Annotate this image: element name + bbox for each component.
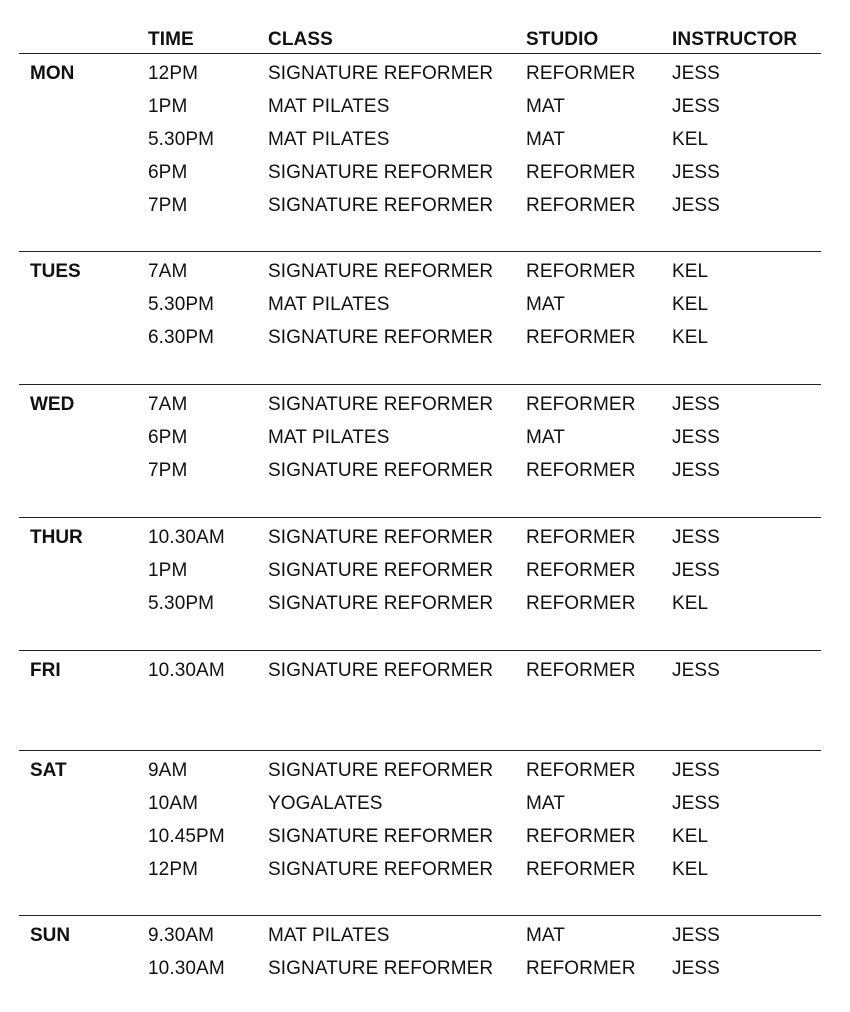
cell-instructor: JESS (672, 958, 720, 979)
table-row (19, 96, 821, 129)
table-row (19, 427, 821, 460)
table-row (19, 826, 821, 859)
day-rows (19, 54, 821, 228)
cell-class: SIGNATURE REFORMER (268, 527, 494, 548)
cell-instructor: KEL (672, 294, 709, 315)
day-rows (19, 385, 821, 493)
table-row (19, 793, 821, 826)
table-row (19, 394, 821, 427)
header-studio: STUDIO (526, 29, 599, 50)
cell-time: 10.45PM (148, 826, 225, 847)
cell-instructor: JESS (672, 660, 720, 681)
cell-studio: REFORMER (526, 261, 636, 282)
header-time: TIME (148, 29, 194, 50)
cell-class: SIGNATURE REFORMER (268, 660, 494, 681)
cell-studio: REFORMER (526, 826, 636, 847)
cell-instructor: JESS (672, 527, 720, 548)
cell-studio: MAT (526, 925, 565, 946)
day-label: MON (30, 63, 75, 84)
cell-class: MAT PILATES (268, 129, 390, 150)
cell-studio: REFORMER (526, 460, 636, 481)
cell-time: 6PM (148, 427, 188, 448)
cell-studio: REFORMER (526, 327, 636, 348)
cell-studio: MAT (526, 129, 565, 150)
cell-class: SIGNATURE REFORMER (268, 195, 494, 216)
cell-instructor: JESS (672, 427, 720, 448)
cell-time: 10.30AM (148, 527, 225, 548)
cell-instructor: JESS (672, 63, 720, 84)
table-header (19, 0, 821, 54)
header-instructor: INSTRUCTOR (672, 29, 798, 50)
day-group-wed (19, 385, 821, 518)
table-row (19, 129, 821, 162)
cell-class: SIGNATURE REFORMER (268, 859, 494, 880)
table-row (19, 958, 821, 991)
class-schedule-table (19, 0, 821, 1012)
cell-studio: REFORMER (526, 63, 636, 84)
table-row (19, 593, 821, 626)
cell-class: SIGNATURE REFORMER (268, 593, 494, 614)
cell-class: SIGNATURE REFORMER (268, 261, 494, 282)
table-row (19, 760, 821, 793)
cell-instructor: JESS (672, 195, 720, 216)
cell-instructor: KEL (672, 327, 709, 348)
cell-instructor: JESS (672, 162, 720, 183)
cell-time: 5.30PM (148, 593, 215, 614)
cell-studio: REFORMER (526, 660, 636, 681)
cell-instructor: JESS (672, 925, 720, 946)
cell-time: 9.30AM (148, 925, 215, 946)
table-row (19, 294, 821, 327)
day-rows (19, 651, 821, 693)
cell-class: SIGNATURE REFORMER (268, 560, 494, 581)
table-row (19, 162, 821, 195)
cell-class: MAT PILATES (268, 294, 390, 315)
cell-time: 7AM (148, 261, 188, 282)
cell-time: 10AM (148, 793, 199, 814)
cell-instructor: JESS (672, 96, 720, 117)
table-row (19, 63, 821, 96)
cell-time: 1PM (148, 96, 188, 117)
cell-class: SIGNATURE REFORMER (268, 327, 494, 348)
day-group-sun (19, 916, 821, 1012)
cell-studio: REFORMER (526, 760, 636, 781)
cell-instructor: KEL (672, 859, 709, 880)
cell-instructor: KEL (672, 593, 709, 614)
cell-instructor: KEL (672, 261, 709, 282)
day-group-fri (19, 651, 821, 751)
cell-studio: MAT (526, 427, 565, 448)
cell-instructor: JESS (672, 793, 720, 814)
cell-time: 1PM (148, 560, 188, 581)
day-group-tues (19, 252, 821, 385)
cell-class: SIGNATURE REFORMER (268, 394, 494, 415)
day-rows (19, 518, 821, 626)
cell-time: 5.30PM (148, 294, 215, 315)
cell-studio: REFORMER (526, 195, 636, 216)
day-label: TUES (30, 261, 81, 282)
table-row (19, 925, 821, 958)
cell-studio: REFORMER (526, 859, 636, 880)
table-row (19, 460, 821, 493)
cell-instructor: JESS (672, 460, 720, 481)
cell-studio: REFORMER (526, 560, 636, 581)
cell-studio: REFORMER (526, 394, 636, 415)
cell-time: 7AM (148, 394, 188, 415)
day-group-mon (19, 54, 821, 252)
day-rows (19, 252, 821, 360)
cell-studio: REFORMER (526, 958, 636, 979)
cell-studio: REFORMER (526, 527, 636, 548)
cell-time: 12PM (148, 859, 199, 880)
cell-time: 10.30AM (148, 958, 225, 979)
day-rows (19, 916, 821, 991)
table-row (19, 527, 821, 560)
header-class: CLASS (268, 29, 333, 50)
cell-time: 10.30AM (148, 660, 225, 681)
cell-time: 7PM (148, 460, 188, 481)
cell-class: SIGNATURE REFORMER (268, 162, 494, 183)
cell-instructor: KEL (672, 129, 709, 150)
day-label: SAT (30, 760, 67, 781)
cell-class: SIGNATURE REFORMER (268, 826, 494, 847)
day-groups (19, 54, 821, 1012)
cell-studio: MAT (526, 294, 565, 315)
cell-class: SIGNATURE REFORMER (268, 760, 494, 781)
cell-instructor: JESS (672, 760, 720, 781)
cell-class: MAT PILATES (268, 925, 390, 946)
cell-studio: MAT (526, 793, 565, 814)
table-row (19, 261, 821, 294)
cell-studio: REFORMER (526, 162, 636, 183)
cell-class: MAT PILATES (268, 427, 390, 448)
cell-class: SIGNATURE REFORMER (268, 63, 494, 84)
table-row (19, 560, 821, 593)
table-row (19, 859, 821, 892)
day-label: THUR (30, 527, 83, 548)
cell-instructor: JESS (672, 394, 720, 415)
table-row (19, 327, 821, 360)
day-group-thur (19, 518, 821, 651)
cell-instructor: JESS (672, 560, 720, 581)
cell-class: SIGNATURE REFORMER (268, 460, 494, 481)
day-label: SUN (30, 925, 71, 946)
table-row (19, 195, 821, 228)
cell-time: 12PM (148, 63, 199, 84)
cell-instructor: KEL (672, 826, 709, 847)
cell-time: 6.30PM (148, 327, 215, 348)
day-label: FRI (30, 660, 61, 681)
cell-time: 7PM (148, 195, 188, 216)
cell-time: 9AM (148, 760, 188, 781)
cell-class: MAT PILATES (268, 96, 390, 117)
cell-class: YOGALATES (268, 793, 383, 814)
day-rows (19, 751, 821, 892)
cell-studio: REFORMER (526, 593, 636, 614)
day-group-sat (19, 751, 821, 916)
day-label: WED (30, 394, 75, 415)
cell-class: SIGNATURE REFORMER (268, 958, 494, 979)
cell-time: 5.30PM (148, 129, 215, 150)
cell-studio: MAT (526, 96, 565, 117)
cell-time: 6PM (148, 162, 188, 183)
table-row (19, 660, 821, 693)
